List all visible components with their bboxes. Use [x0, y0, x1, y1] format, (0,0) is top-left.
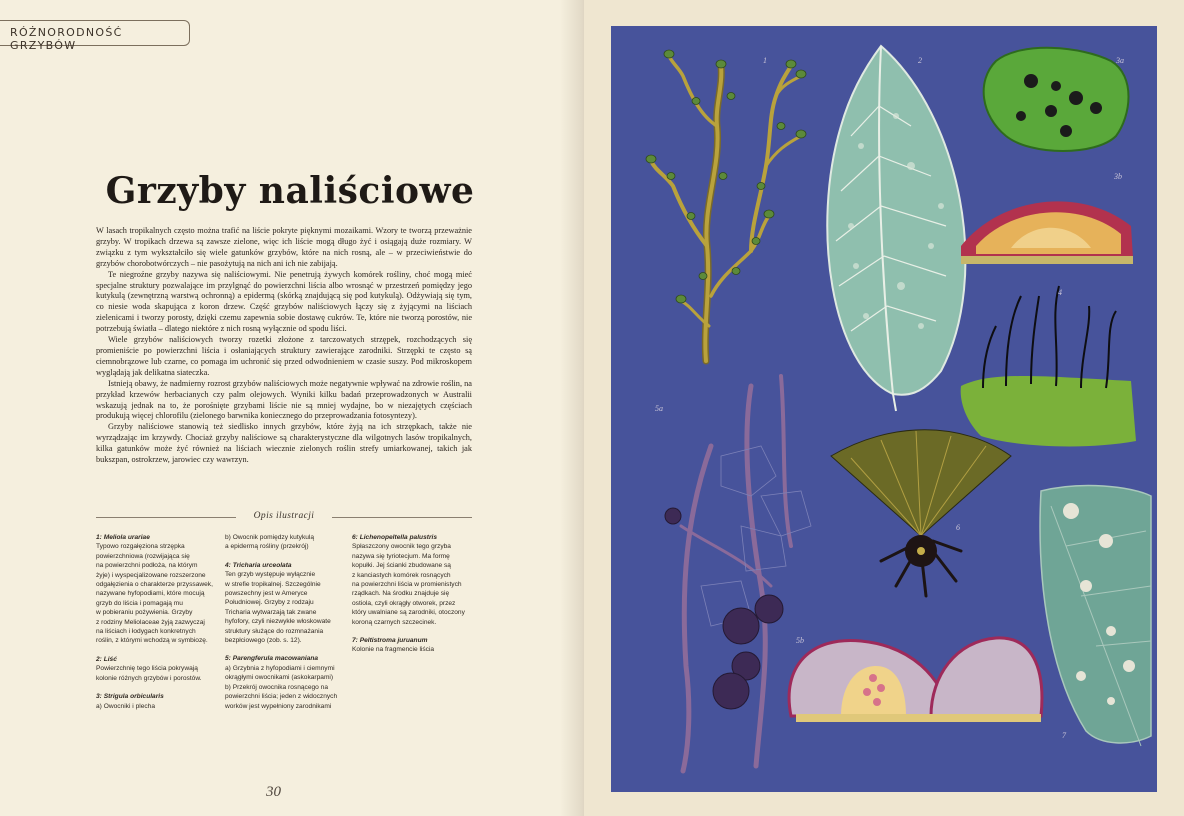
- illustration-svg: [611, 26, 1157, 792]
- description-column-1: [96, 533, 218, 720]
- tricharia-illustration: [961, 286, 1136, 446]
- illustration-plate: [611, 26, 1157, 792]
- plate-label: 7: [1062, 731, 1066, 740]
- entry-heading: 6: Lichenopeltella palustris: [352, 534, 438, 541]
- entry-text: a) Grzybnia z hyfopodiami i ciemnymi okrągłymi owocnikami (askokarpami) b) Przekrój owocnika rosnącego na powierzchni liścia; jeden z widocznych worków jest wypełniony zarodnikami: [225, 664, 338, 710]
- description-heading: [96, 511, 472, 523]
- description-entry: [225, 561, 347, 646]
- entry-heading: 7: Peltistroma juruanum: [352, 637, 428, 645]
- paragraph: Grzyby naliściowe stanowią też siedlisko innych grzybów, które żyją na ich strzępkach, także nie wyrządzając im krzywdy. Chociaż grzyby naliściowe są charakterystyczne dla wilgotnych lasów tropikalnych, kilka gatunków może żyć również na liściach wiecznie zielonych roślin strefy umiarkowanej, takich jak bukszpan, ostrokrzew, jarowiec czy wawrzyn.: [96, 422, 472, 465]
- entry-text: b) Owocnik pomiędzy kutykulą a epidermą rośliny (przekrój): [225, 534, 315, 551]
- description-column-2: [225, 533, 347, 720]
- entry-text: Powierzchnię tego liścia pokrywają kolonie różnych grzybów i porostów.: [96, 665, 202, 682]
- thallus-illustration: [984, 48, 1129, 151]
- entry-heading: 5: Parengferula macowaniana: [225, 655, 319, 663]
- entry-text: a) Owocniki i plecha: [96, 702, 156, 710]
- description-entry: [96, 655, 218, 683]
- entry-text: Spłaszczony owocnik tego grzyba nazywa się tyriotecjum. Ma formę kopułki. Jej ścianki zbudowane są z kanciastych komórek rosnących na powierzchni liścia w promienistych rządkach. Na środku znajduje się ostiola, czyli okrągły otworek, przez który uwalniane są zarodniki, otoczony koroną czarnych szczecinek.: [352, 543, 465, 626]
- paragraph: W lasach tropikalnych często można trafić na liście pokryte pięknymi mozaikami. Wzory te tworzą przeważnie grzyby. W tropikach drzewa są zawsze zielone, więc ich liście mogą długo żyć i osiągają duże rozmiary. W związku z tym wykształciło się wiele gatunków grzybów, które na nich rosną, ale – w przeciwieństwie do grzybów chorobotwórczych – nie pasożytują na nich ani ich nie zabijają.: [96, 226, 472, 268]
- description-entry: [352, 533, 474, 627]
- left-page: [0, 0, 584, 816]
- plate-label: 5a: [655, 404, 663, 413]
- plate-label: 4: [1058, 288, 1062, 297]
- plate-label: 2: [918, 56, 922, 65]
- paragraph: Istnieją obawy, że nadmierny rozrost grzybów naliściowych może negatywnie wpływać na zdrowie roślin, na przykład krzewów herbacianych czy palm olejowych. Wyniki kilku badań przeprowadzonych w Australii wskazują jednak na to, że porośnięte grzybami liście nie są mniej wydajne, bo w niezajętych częściach produkują więcej chlorofilu (zielonego barwnika koniecznego do przeprowadzania fotosyntezy).: [96, 378, 472, 421]
- plate-label: 6: [956, 523, 960, 532]
- paragraph: Wiele grzybów naliściowych tworzy rozetki złożone z tarczowatych strzępek, rozchodzących się promieniście po powierzchni liścia i osłaniających struktury zawierające zarodniki. Strzępki te często są ciemnobrązowe lub czarne, co pomaga im uchronić się przed odwodnieniem w czasie suszy. Pod mikroskopem wyglądają jak delikatna siateczka.: [96, 335, 472, 377]
- entry-heading: 1: Meliola urariae: [96, 534, 150, 541]
- entry-heading: 4: Tricharia urceolata: [225, 561, 292, 569]
- divider: [332, 517, 472, 518]
- leaf-illustration: [827, 46, 965, 411]
- description-heading-text: Opis ilustracji: [253, 511, 315, 521]
- peltistroma-leaf-illustration: [1040, 486, 1151, 746]
- description-entry: [352, 636, 474, 655]
- description-entry: [225, 533, 347, 552]
- lichenopeltella-illustration: [831, 430, 1011, 596]
- entry-text: Typowo rozgałęziona strzępka powierzchniowa (rozwijająca się na powierzchni podłoża, na którym żyje) i wyspecjalizowane rozszerzone odgałęzienia o charakterze przyssawek, nazywane hyfopodiami, które mocują grzyb do liścia i pomagają mu w pobieraniu pożywienia. Grzyby z rodziny Meliolaceae żyją zazwyczaj na liściach i łodygach konkretnych roślin, z którymi wchodzą w symbiozę.: [96, 543, 213, 645]
- entry-heading: 3: Strigula orbicularis: [96, 693, 164, 701]
- description-entry: [96, 692, 218, 711]
- meliola-branch-illustration: [646, 50, 806, 361]
- page-title: Grzyby naliściowe: [105, 170, 475, 212]
- fruiting-body-section-illustration: [961, 201, 1133, 264]
- plate-label: 3b: [1114, 172, 1122, 181]
- plate-label: 1: [763, 56, 767, 65]
- fruiting-body-cross-section-illustration: [789, 638, 1042, 722]
- article-body: [96, 226, 472, 466]
- plate-label: 5b: [796, 636, 804, 645]
- entry-heading: 2: Liść: [96, 655, 117, 663]
- page-number: 30: [266, 784, 281, 800]
- entry-text: Ten grzyb występuje wyłącznie w strefie tropikalnej. Szczególnie powszechny jest w Ameryce Południowej. Grzyby z rodzaju Tricharia wytwarzają tak zwane hyfofory, czyli niezwykłe włoskowate struktury służące do rozmnażania bezpłciowego (zob. s. 12).: [225, 571, 331, 645]
- section-tab: RÓŻNORODNOŚĆ GRZYBÓW: [0, 20, 190, 46]
- plate-label: 3a: [1116, 56, 1124, 65]
- paragraph: Te niegroźne grzyby nazywa się naliściowymi. Nie penetrują żywych komórek rośliny, choć mogą mieć specjalne struktury pozwalające im przylgnąć do powierzchni liścia albo wrosnąć w przestrzeń pomiędzy jego kutykulą (zewnętrzną warstwą ochronną) a epidermą (skórką znajdującą się pod kutykulą). Odżywiają się tym, co niesie woda skapująca z koron drzew. Część grzybów naliściowych łączy się z żyjącymi na liściach zielenicami i tworzy porosty, dzięki czemu zapewnia sobie dostawę cukrów. Te, które nie tworzą porostów, nie potrzebują światła – dlatego niektóre z nich rosną wyłącznie od spodu liści.: [96, 269, 472, 334]
- description-entry: [225, 654, 347, 710]
- description-column-3: [352, 533, 474, 664]
- entry-text: Kolonie na fragmencie liścia: [352, 646, 435, 654]
- description-entry: [96, 533, 218, 646]
- right-page: [584, 0, 1184, 816]
